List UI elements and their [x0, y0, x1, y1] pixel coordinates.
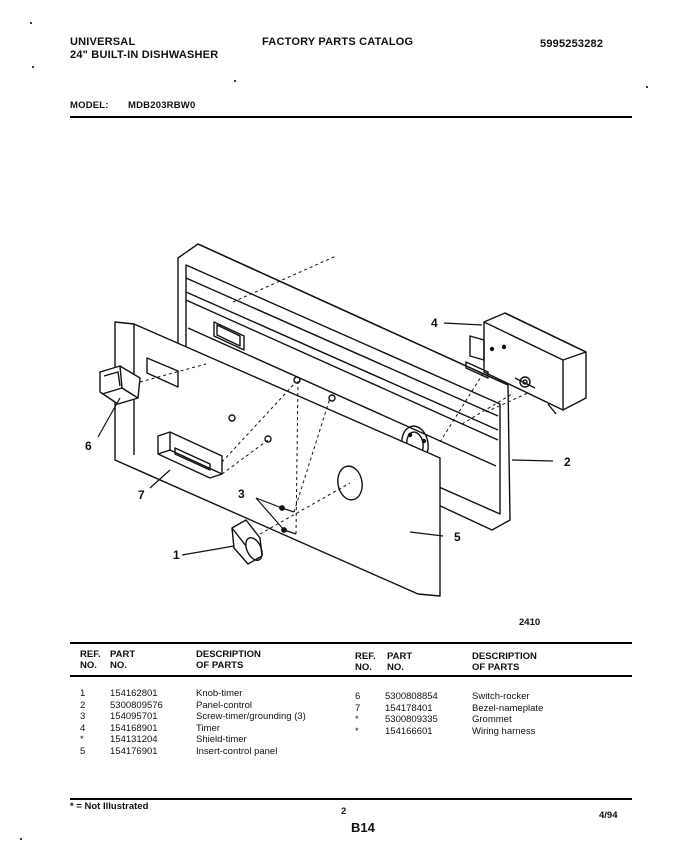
table-header-rule — [70, 675, 632, 677]
not-illustrated-note: * = Not Illustrated — [70, 801, 149, 812]
model-label: MODEL: — [70, 100, 109, 111]
table-row: * 5300809335 Grommet — [355, 714, 512, 726]
revision-date: 4/94 — [599, 810, 618, 821]
catalog-number: 5995253282 — [540, 38, 604, 50]
table-row: 6 5300808854 Switch-rocker — [355, 691, 530, 702]
header-part-no-right: PART NO. — [387, 651, 413, 673]
catalog-title: FACTORY PARTS CATALOG — [262, 36, 414, 48]
table-row: 5 154176901 Insert-control panel — [80, 745, 278, 757]
table-row: 4 154168901 Timer — [80, 722, 220, 734]
header-ref-no-right: REF. NO. — [355, 651, 376, 673]
callout-6: 6 — [85, 439, 92, 453]
figure-number: 2410 — [519, 617, 541, 628]
brand-name: UNIVERSAL — [70, 36, 136, 48]
table-row: 2 5300809576 Panel-control — [80, 699, 252, 711]
scan-speck — [20, 838, 22, 840]
page-number: 2 — [341, 806, 347, 817]
model-value: MDB203RBW0 — [128, 100, 196, 111]
table-row: * 154166601 Wiring harness — [355, 725, 536, 737]
product-name: 24" BUILT-IN DISHWASHER — [70, 49, 219, 61]
timer-knob-drawing — [232, 520, 265, 564]
footer-rule — [70, 798, 632, 800]
callout-2: 2 — [564, 455, 571, 469]
callout-5: 5 — [454, 530, 461, 544]
callout-7: 7 — [138, 488, 145, 502]
table-row: * 154131204 Shield-timer — [80, 734, 247, 746]
callout-4: 4 — [431, 316, 438, 330]
table-top-rule — [70, 642, 632, 644]
header-description-left: DESCRIPTION OF PARTS — [196, 649, 261, 671]
table-row: 3 154095701 Screw-timer/grounding (3) — [80, 711, 306, 723]
table-row: 7 154178401 Bezel-nameplate — [355, 702, 544, 714]
callout-3: 3 — [238, 487, 245, 501]
table-row: 1 154162801 Knob-timer — [80, 688, 243, 699]
header-part-no-left: PART NO. — [110, 649, 136, 671]
parts-list-right — [355, 691, 625, 737]
callout-1: 1 — [173, 548, 180, 562]
header-description-right: DESCRIPTION OF PARTS — [472, 651, 537, 673]
page-code: B14 — [351, 820, 375, 835]
parts-list-left — [80, 688, 340, 758]
header-ref-no-left: REF. NO. — [80, 649, 101, 671]
